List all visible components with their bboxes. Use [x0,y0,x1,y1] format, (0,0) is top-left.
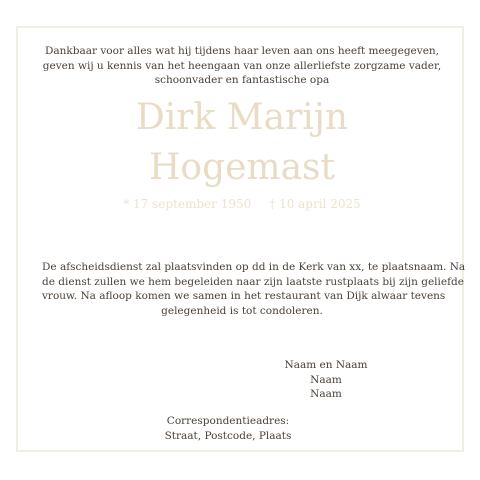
signer-name: Naam en Naam [284,359,368,371]
service-line: vrouw. Na afloop komen we samen in het restaurant van Dijk alwaar tevens [42,290,446,302]
service-text [42,260,466,318]
signer-name: Naam [310,373,342,386]
deceased-last-name: Hogemast [149,147,335,188]
correspondence-address [138,414,318,443]
death-date: † 10 april 2025 [269,197,361,211]
intro-line: Dankbaar voor alles wat hij tijdens haar leven aan ons heeft meegegeven, [44,45,440,57]
birth-date: * 17 september 1950 [123,197,252,211]
service-line: de dienst zullen we hem begeleiden naar zijn laatste rustplaats bij zijn geliefde [42,275,464,288]
service-line: De afscheidsdienst zal plaatsvinden op dd in de Kerk van xx, te plaatsnaam. Na [42,261,466,273]
intro-text [18,44,466,88]
address-label: Correspondentieadres: [166,415,290,427]
life-dates [18,196,466,212]
deceased-first-name: Dirk Marijn [135,97,349,138]
mourning-card [16,26,464,452]
address-value: Straat, Postcode, Plaats [164,429,292,442]
signers [260,358,392,402]
intro-line: schoonvader en fantastische opa [154,74,330,86]
service-line: gelegenheid is tot condoleren. [161,304,323,317]
signer-name: Naam [310,388,342,400]
intro-line: geven wij u kennis van het heengaan van onze allerliefste zorgzame vader, [42,59,442,72]
